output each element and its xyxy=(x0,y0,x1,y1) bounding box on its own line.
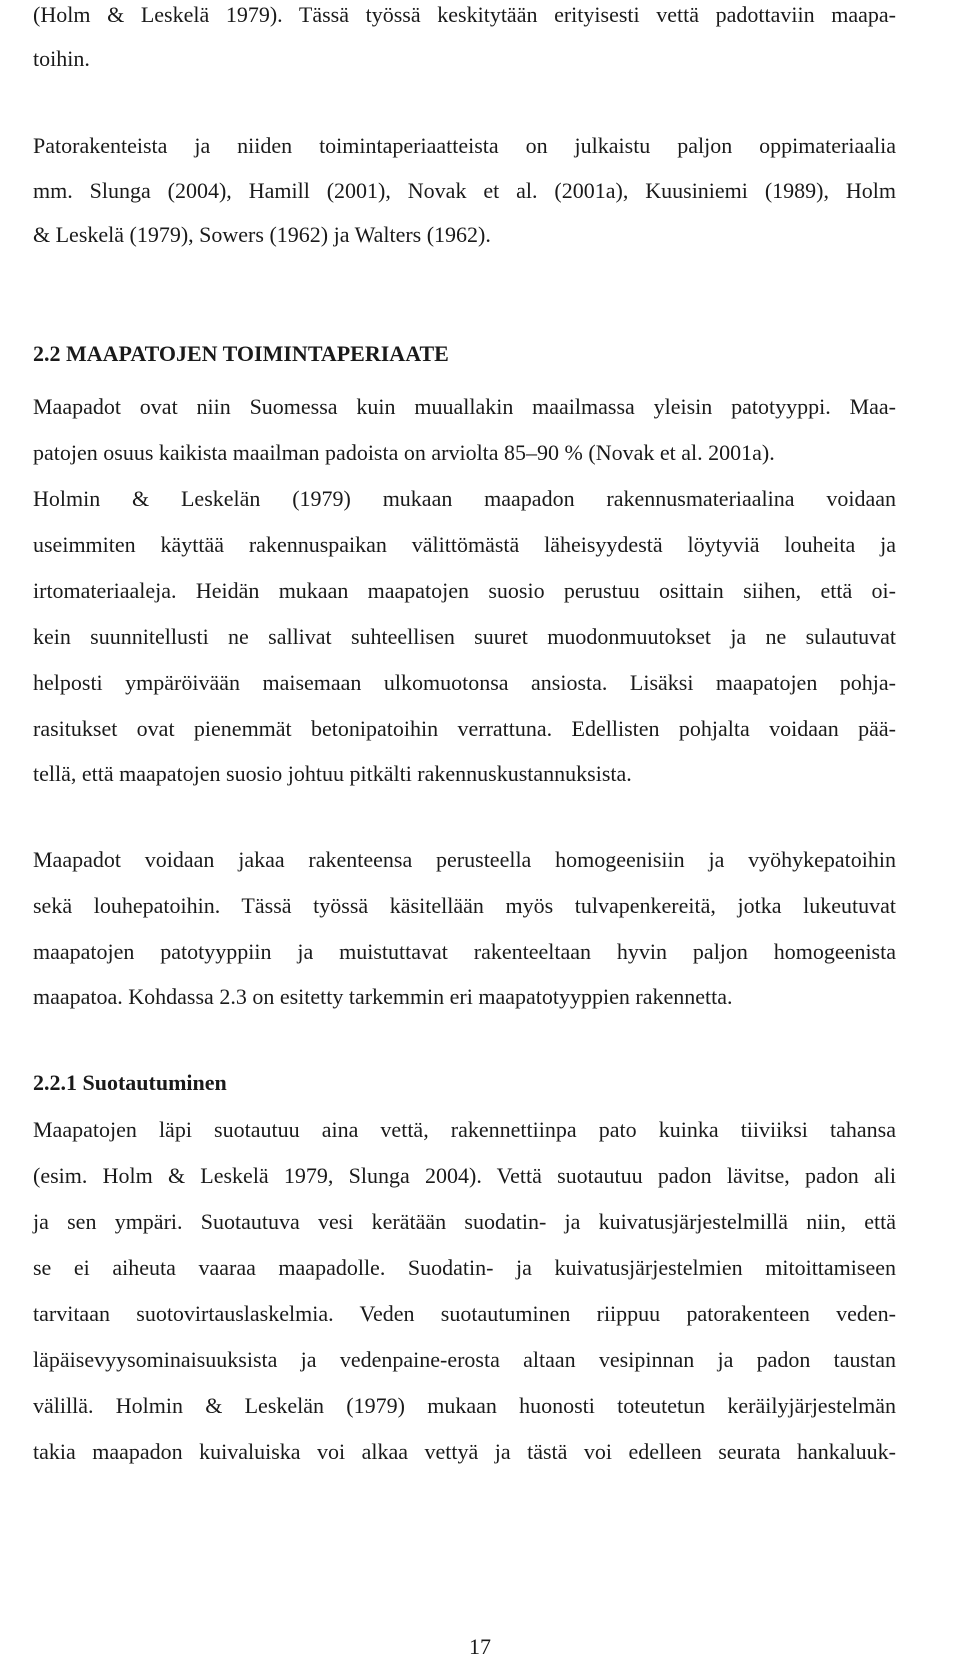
section-heading-2-2: 2.2 MAAPATOJEN TOIMINTAPERIAATE xyxy=(33,341,449,366)
para4-line-5: tarvitaan suotovirtauslaskelmia. Veden suotautuminen riippuu patorakenteen veden- xyxy=(33,1301,896,1326)
para2-line-6: kein suunnitellusti ne sallivat suhteellisen suuret muodonmuutokset ja ne sulautuvat xyxy=(33,624,896,649)
para1-line-1: Patorakenteista ja niiden toimintaperiaatteista on julkaistu paljon oppimateriaalia xyxy=(33,133,896,158)
para3-line-1: Maapadot voidaan jakaa rakenteensa perusteella homogeenisiin ja vyöhykepatoihin xyxy=(33,847,896,872)
para1-line-2: mm. Slunga (2004), Hamill (2001), Novak et al. (2001a), Kuusiniemi (1989), Holm xyxy=(33,178,896,203)
intro-line-2: toihin. xyxy=(33,46,90,71)
page-number: 17 xyxy=(469,1634,491,1659)
para3-line-3: maapatojen patotyyppiin ja muistuttavat rakenteeltaan hyvin paljon homogeenista xyxy=(33,939,896,964)
para4-line-6: läpäisevyysominaisuuksista ja vedenpaine-erosta altaan vesipinnan ja padon taustan xyxy=(33,1347,896,1372)
para2-line-3: Holmin & Leskelän (1979) mukaan maapadon rakennusmateriaalina voidaan xyxy=(33,486,896,511)
para1-line-3: & Leskelä (1979), Sowers (1962) ja Walters (1962). xyxy=(33,222,491,247)
para2-line-9: tellä, että maapatojen suosio johtuu pitkälti rakennuskustannuksista. xyxy=(33,761,632,786)
para4-line-1: Maapatojen läpi suotautuu aina vettä, rakennettiinpa pato kuinka tiiviiksi tahansa xyxy=(33,1117,896,1142)
para2-line-5: irtomateriaaleja. Heidän mukaan maapatojen suosio perustuu osittain siihen, että oi- xyxy=(33,578,896,603)
section-heading-2-2-1: 2.2.1 Suotautuminen xyxy=(33,1070,227,1095)
para2-line-7: helposti ympäröivään maisemaan ulkomuotonsa ansiosta. Lisäksi maapatojen pohja- xyxy=(33,670,896,695)
para4-line-7: välillä. Holmin & Leskelän (1979) mukaan huonosti toteutetun keräilyjärjestelmän xyxy=(33,1393,896,1418)
para2-line-1: Maapadot ovat niin Suomessa kuin muuallakin maailmassa yleisin patotyyppi. Maa- xyxy=(33,394,896,419)
para4-line-3: ja sen ympäri. Suotautuva vesi kerätään suodatin- ja kuivatusjärjestelmillä niin, että xyxy=(33,1209,896,1234)
para3-line-2: sekä louhepatoihin. Tässä työssä käsitellään myös tulvapenkereitä, jotka lukeutuvat xyxy=(33,893,896,918)
para4-line-4: se ei aiheuta vaaraa maapadolle. Suodatin- ja kuivatusjärjestelmien mitoittamiseen xyxy=(33,1255,896,1280)
para2-line-4: useimmiten käyttää rakennuspaikan välittömästä läheisyydestä löytyviä louheita ja xyxy=(33,532,896,557)
para3-line-4: maapatoa. Kohdassa 2.3 on esitetty tarkemmin eri maapatotyyppien rakennetta. xyxy=(33,984,733,1009)
para4-line-2: (esim. Holm & Leskelä 1979, Slunga 2004). Vettä suotautuu padon lävitse, padon ali xyxy=(33,1163,896,1188)
para2-line-2: patojen osuus kaikista maailman padoista on arviolta 85–90 % (Novak et al. 2001a). xyxy=(33,440,775,465)
intro-line-1: (Holm & Leskelä 1979). Tässä työssä keskitytään erityisesti vettä padottaviin maapa- xyxy=(33,2,896,27)
para4-line-8: takia maapadon kuivaluiska voi alkaa vettyä ja tästä voi edelleen seurata hankaluuk- xyxy=(33,1439,896,1464)
para2-line-8: rasitukset ovat pienemmät betonipatoihin verrattuna. Edellisten pohjalta voidaan pää- xyxy=(33,716,896,741)
